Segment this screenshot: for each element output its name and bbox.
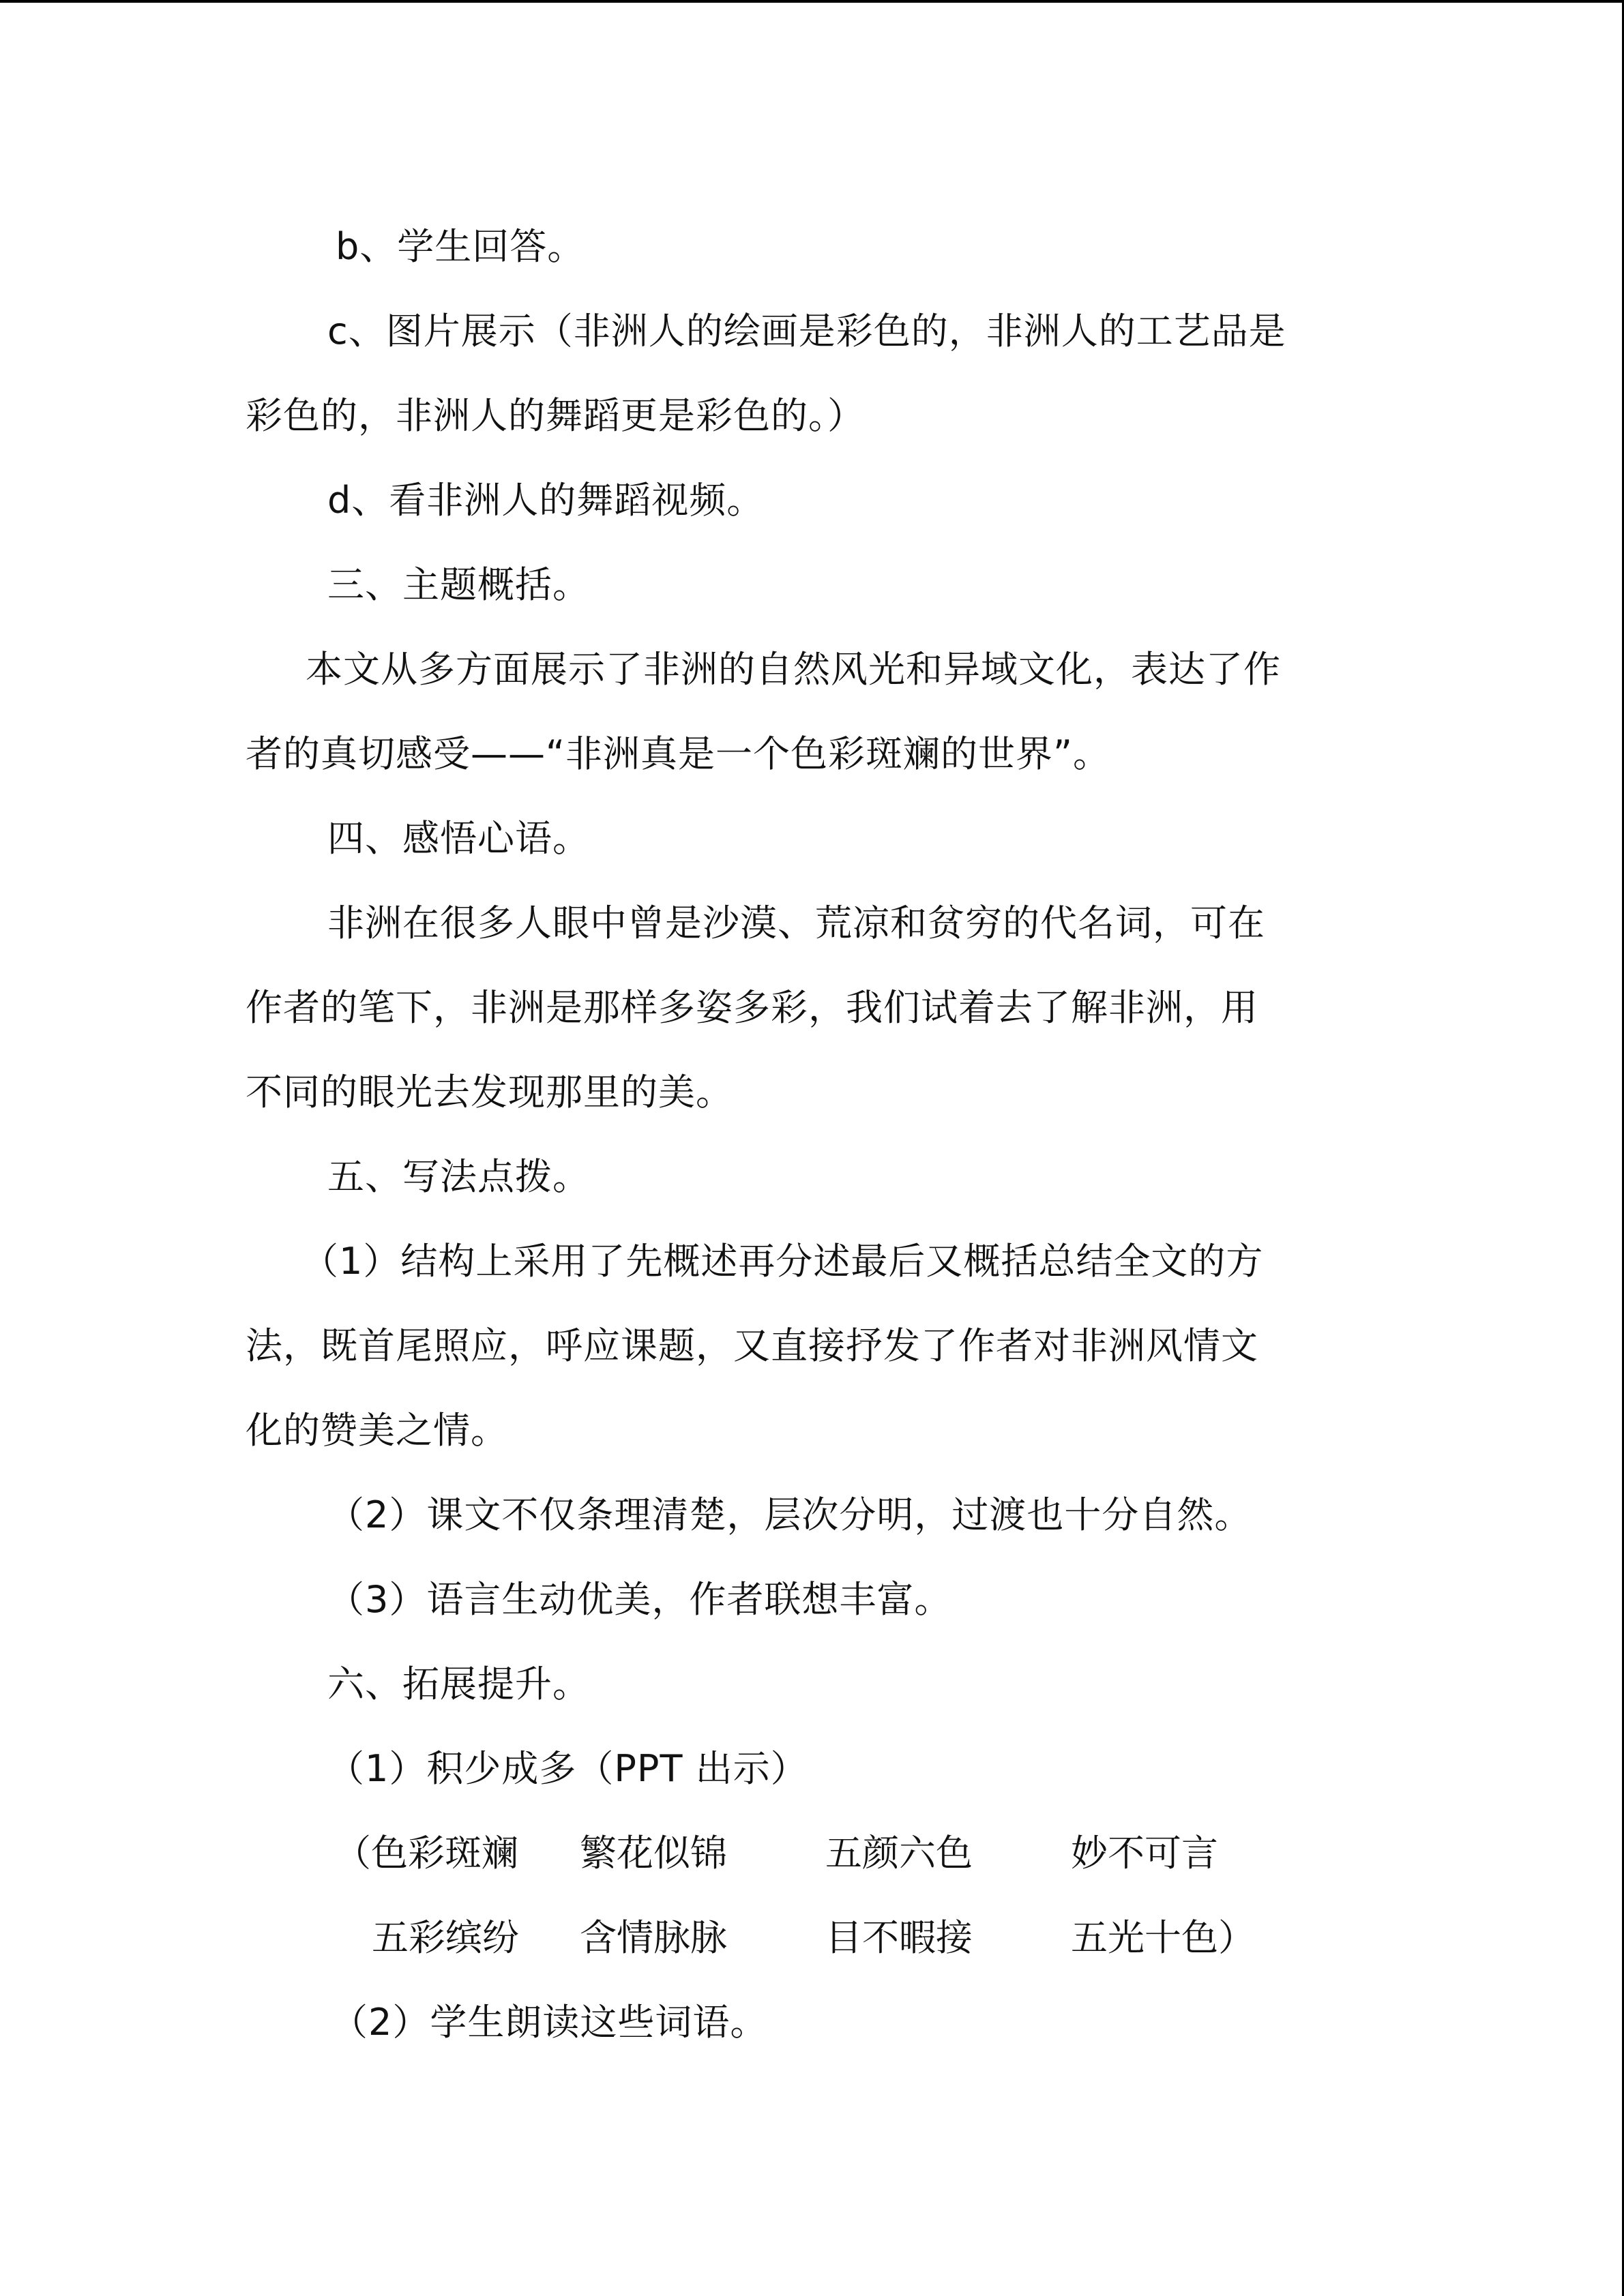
idiom-cell: 目不暇接 — [825, 1916, 973, 1959]
idiom-cell: 五彩缤纷 — [372, 1916, 519, 1959]
text-line-c-images-cont: 彩色的，非洲人的舞蹈更是彩色的。） — [246, 394, 865, 437]
text-line-reflection: 非洲在很多人眼中曾是沙漠、荒凉和贫穷的代名词，可在 — [327, 901, 1265, 944]
idiom-row-2 — [246, 1896, 1378, 1980]
section-heading-theme: 三、主题概括。 — [327, 563, 590, 606]
idiom-row-1 — [246, 1811, 1378, 1896]
idiom-cell: （色彩斑斓 — [334, 1832, 518, 1875]
text-line-writing-2: （2）课文不仅条理清楚，层次分明，过渡也十分自然。 — [327, 1493, 1252, 1536]
text-line-c-images: c、图片展示（非洲人的绘画是彩色的，非洲人的工艺品是 — [327, 310, 1286, 353]
text-line-theme-summary: 本文从多方面展示了非洲的自然风光和异域文化，表达了作 — [306, 648, 1281, 691]
text-line-reflection-cont-2: 不同的眼光去发现那里的美。 — [246, 1071, 733, 1114]
text-line-extension-1: （1）积少成多（PPT 出示） — [327, 1747, 808, 1790]
top-border-rule — [0, 0, 1624, 3]
idiom-cell: 妙不可言 — [1071, 1832, 1218, 1875]
section-heading-writing: 五、写法点拨。 — [327, 1155, 590, 1198]
text-line-writing-3: （3）语言生动优美，作者联想丰富。 — [327, 1578, 952, 1621]
text-line-b-answer: b、学生回答。 — [336, 225, 585, 268]
idiom-cell: 五颜六色 — [825, 1832, 973, 1875]
text-line-d-video: d、看非洲人的舞蹈视频。 — [327, 479, 765, 522]
document-page — [246, 205, 1378, 2065]
text-line-theme-summary-cont: 者的真切感受——“非洲真是一个色彩斑斓的世界”。 — [246, 732, 1110, 775]
idiom-cell: 五光十色） — [1071, 1916, 1255, 1959]
text-line-extension-2: （2）学生朗读这些词语。 — [331, 2001, 768, 2044]
text-line-writing-1: （1）结构上采用了先概述再分述最后又概括总结全文的方 — [301, 1240, 1264, 1283]
text-line-reflection-cont-1: 作者的笔下，非洲是那样多姿多彩，我们试着去了解非洲，用 — [246, 986, 1258, 1029]
idiom-cell: 含情脉脉 — [580, 1916, 727, 1959]
section-heading-extension: 六、拓展提升。 — [327, 1663, 590, 1705]
text-line-writing-1-cont-2: 化的赞美之情。 — [246, 1409, 508, 1452]
idiom-cell: 繁花似锦 — [580, 1832, 727, 1875]
text-line-writing-1-cont-1: 法，既首尾照应，呼应课题，又直接抒发了作者对非洲风情文 — [246, 1324, 1258, 1367]
section-heading-reflection: 四、感悟心语。 — [327, 817, 590, 860]
